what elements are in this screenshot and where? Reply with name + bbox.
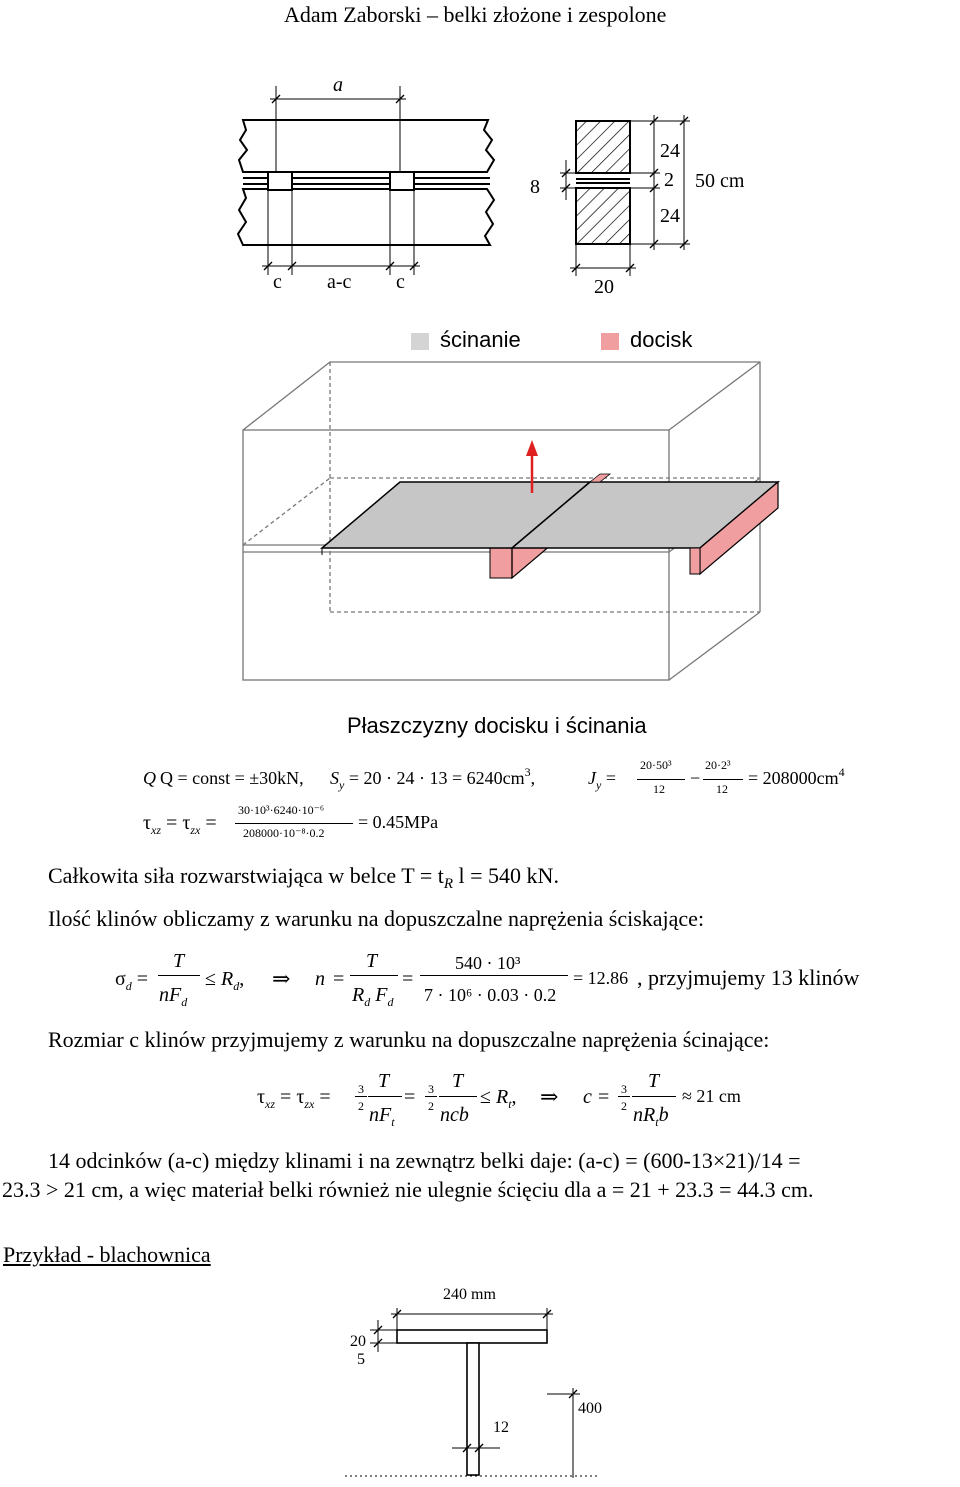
jy-result-text: = 208000cm <box>748 768 839 788</box>
half-height-400: 400 <box>578 1400 602 1417</box>
tau-num: 30·10³·6240·10⁻⁶ <box>238 803 325 817</box>
q-formula-text: Q = const = ±30kN, <box>160 768 304 788</box>
figure2-caption: Płaszczyzny docisku i ścinania <box>347 713 647 738</box>
flange-width-label: 240 mm <box>443 1286 496 1303</box>
c-result: ≈ 21 cm <box>682 1086 741 1106</box>
bearing-legend-label: docisk <box>630 327 693 352</box>
n-denominator: 7 · 10⁶ · 0.03 · 0.2 <box>424 985 557 1005</box>
sy-formula: $S_y = 20 \cdot 24 \cdot 13 = 6240cm^3$, <box>330 765 536 792</box>
tau-result: = 0.45MPa <box>358 812 439 832</box>
dim-2-label: 2 <box>664 169 674 191</box>
dim-a-minus-c-label: a-c <box>327 271 352 293</box>
example-title: Przykład - blachownica <box>3 1242 211 1267</box>
dim-c-right-label: c <box>396 271 405 293</box>
n-conclusion: , przyjmujemy 13 klinów <box>637 965 860 990</box>
sy-expr: = 20 · 24 · 13 = 6240cm <box>348 768 525 788</box>
n-result: = 12.86 <box>573 968 629 988</box>
gap-8-label: 8 <box>530 176 540 198</box>
dim-c-left-label: c <box>273 271 282 293</box>
p1-text: Całkowita siła rozwarstwiająca w belce T = t <box>48 863 444 888</box>
p1-sub: R <box>443 876 454 892</box>
n-numerator: 540 · 10³ <box>455 953 521 973</box>
paragraph-key-size: Rozmiar c klinów przyjmujemy z warunku na dopuszczalne naprężenia ścinające: <box>48 1027 770 1052</box>
paragraph-segments-line1: 14 odcinków (a-c) między klinami i na zewnątrz belki daje: (a-c) = (600-13×21)/14 = <box>48 1148 801 1173</box>
dim-24-top-label: 24 <box>660 140 680 162</box>
page-title: Adam Zaborski – belki złożone i zespolone <box>284 2 667 27</box>
flange-thickness-20: 20 <box>350 1333 366 1350</box>
web-thickness-12: 12 <box>493 1419 509 1436</box>
jy-num2: 20·2³ <box>705 758 731 772</box>
paragraph-segments-line2: 23.3 > 21 cm, a więc materiał belki również nie ulegnie ścięciu dla a = 21 + 23.3 = 44.3 cm. <box>2 1177 814 1202</box>
sy-lhs: S <box>330 768 339 788</box>
jy-lhs: J <box>588 768 596 788</box>
dim-50cm-label: 50 cm <box>695 170 745 192</box>
jy-den1: 12 <box>653 782 665 796</box>
width-20-label: 20 <box>594 276 614 298</box>
dim-24-bottom-label: 24 <box>660 205 680 227</box>
p1-end: l = 540 kN. <box>453 863 559 888</box>
shear-legend-label: ścinanie <box>440 327 521 352</box>
jy-formula: $J_y$ = <box>588 768 616 792</box>
jy-den2: 12 <box>716 782 728 796</box>
q-formula: Q Q = const = ±30kN, <box>143 768 304 788</box>
flange-thickness-5: 5 <box>357 1351 365 1368</box>
dim-a-label: a <box>333 74 343 96</box>
tau-den: 208000·10⁻⁸·0.2 <box>243 826 325 840</box>
jy-result: = $208000cm^4$ <box>748 765 845 788</box>
jy-num1: 20·50³ <box>640 758 672 772</box>
paragraph-key-count: Ilość klinów obliczamy z warunku na dopuszczalne naprężenia ściskające: <box>48 906 705 931</box>
